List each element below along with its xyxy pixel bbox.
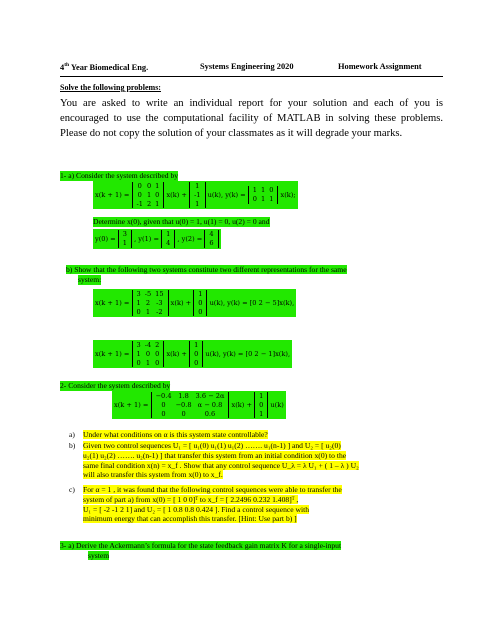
y1-vector [161, 230, 175, 248]
p2-part-b: b) Given two control sequences U₁ = [ u₁(0) u₁(1) u₁(2) ……. u₁(n-1) ] and U₂ = [ u₂(0) u₂(1) u₂(2) ……. u₂(n-1) ] that transfer this system from an initial condition x(0) to the same final condition x(n) = x_f . Show that any control sequence U_λ = λ U₁ + ( 1 – λ ) U₂ will also transfer this system from x(0) to x_f. [69, 441, 359, 480]
matrix-cell: 3 [136, 290, 141, 298]
p1a-matrix-A [132, 182, 165, 208]
matrix-cell: -4 [144, 341, 152, 349]
header-assignment: Homework Assignment [338, 62, 422, 71]
matrix-cell: 1 [269, 195, 274, 204]
matrix-cell: -1 [136, 199, 143, 208]
p2-equation: x(k + 1) = −0.4 1.8 3.6 − 2α 0 −0.8 α − 0.8 0 0 0.6 x(k) + 1 0 1 u(k) [114, 392, 284, 418]
matrix-cell: −0.8 [175, 400, 192, 409]
matrix-cell: 1 [122, 238, 127, 247]
s2-matrix-A [132, 341, 165, 367]
matrix-cell: 1 [195, 182, 200, 190]
matrix-cell: 3.6 − 2α [195, 392, 225, 400]
matrix-cell: 0 [155, 190, 160, 199]
matrix-cell: 0 [181, 409, 186, 418]
y2-vector [204, 230, 218, 248]
matrix-cell: -2 [156, 307, 163, 316]
matrix-cell: 0.6 [204, 409, 216, 418]
p1a-equation: x(k + 1) = 0 0 1 0 1 0 -1 2 1 x(k) + 1 -1 1 u(k), y(k) = 1 1 0 0 1 1 x(k); [95, 182, 296, 208]
matrix-cell: 0 [136, 358, 141, 367]
matrix-cell: 0 [146, 182, 152, 190]
matrix-cell: 1 [155, 199, 160, 208]
matrix-cell: 0 [194, 349, 199, 358]
matrix-cell: -5 [144, 290, 152, 298]
matrix-cell: 0 [259, 400, 264, 409]
matrix-cell: 0 [155, 358, 160, 367]
matrix-cell: α − 0.8 [197, 400, 223, 409]
matrix-cell: 6 [209, 238, 214, 247]
matrix-cell: 1 [155, 182, 160, 190]
p1a-matrix-B [189, 182, 205, 208]
p2-part-c: c) For α = 1 , it was found that the following control sequences were able to transfer the system of part a) from x(0) = [ 1 0 0]ᵀ to x_f = [ 2.2496 0.232 1.408]ᵀ , U₁ = [ -2 -1 2 1] and U₂ = [ 1 0.8 0.8 0.424 ]. Find a control sequence with minimum energy that can accomplish this transfer. [Hint: Use part b) ] [69, 485, 342, 524]
matrix-cell: 0 [136, 307, 141, 316]
matrix-cell: 1 [261, 186, 266, 195]
matrix-cell: 0 [252, 195, 257, 204]
matrix-cell: 1 [195, 199, 200, 208]
matrix-cell: 4 [209, 230, 214, 238]
matrix-cell: 2 [145, 298, 151, 307]
matrix-cell: 1 [259, 409, 264, 418]
p1b-system1: x(k + 1) = 3 -5 15 1 2 -3 0 1 -2 x(k) + 1 0 0 u(k), y(k) = [0 2 − 5]x(k), [95, 290, 295, 316]
matrix-cell: 1 [166, 230, 171, 238]
matrix-cell: 1 [136, 349, 141, 358]
p1b-label: b) Show that the following two systems constitute two different representations for the same [66, 265, 347, 274]
matrix-cell: 1 [252, 186, 257, 195]
intro-paragraph: You are asked to write an individual report for your solution and each of you is encouraged to use the computational facility of MATLAB in solving these problems. Please do not copy the solution of your classmates as it will degrade your marks. [60, 98, 443, 140]
matrix-cell: 0 [269, 186, 274, 195]
matrix-cell: 0 [161, 409, 166, 418]
matrix-cell: 1 [146, 190, 152, 199]
matrix-cell: 3 [122, 230, 127, 238]
matrix-cell: 0 [145, 349, 151, 358]
p1a-outputs: y(0) = 3 1 , y(1) = 1 4 , y(2) = 4 6 [93, 229, 221, 249]
matrix-cell: 0 [198, 298, 203, 307]
matrix-cell: 1.8 [178, 392, 189, 400]
s1-matrix-A [132, 290, 169, 316]
p2-label: 2- Consider the system described by [60, 381, 171, 390]
matrix-cell: 0 [161, 400, 166, 409]
matrix-cell: 0 [198, 307, 203, 316]
matrix-cell: 4 [166, 238, 171, 247]
p1a-determine: Determine x(0), given that u(0) = 1, u(1) = 0, u(2) = 0 and [93, 217, 270, 226]
p1a-matrix-C [248, 186, 279, 204]
matrix-cell: 1 [198, 290, 203, 298]
p1b-system2: x(k + 1) = 3 -4 2 1 0 0 0 1 0 x(k) + 1 0 0 u(k), y(k) = [0 2 − 1]x(k), [95, 341, 291, 367]
s2-matrix-B [189, 341, 203, 367]
y0-vector [118, 230, 132, 248]
p1b-label2: system: [78, 275, 102, 284]
matrix-cell: -1 [194, 190, 201, 199]
matrix-cell: 0 [155, 349, 160, 358]
s1-matrix-B [193, 290, 207, 316]
header-year: 4th Year Biomedical Eng. [60, 62, 149, 72]
matrix-cell: 1 [259, 392, 264, 400]
matrix-cell: 0 [194, 358, 199, 367]
header-rule [60, 76, 443, 77]
header-subject: Systems Engineering 2020 [200, 62, 294, 71]
matrix-cell: −0.4 [155, 392, 172, 400]
p2-matrix-B [254, 392, 268, 418]
matrix-cell: 1 [194, 341, 199, 349]
matrix-cell: 2 [155, 341, 160, 349]
matrix-cell: 1 [261, 195, 266, 204]
matrix-cell: 15 [155, 290, 164, 298]
matrix-cell: 1 [145, 307, 151, 316]
matrix-cell: 1 [136, 298, 141, 307]
matrix-cell: -3 [156, 298, 163, 307]
p3-label: 3- a) Derive the Ackermann’s formula for the state feedback gain matrix K for a single-input system [60, 541, 342, 560]
matrix-cell: 0 [137, 190, 142, 199]
matrix-cell: 2 [146, 199, 152, 208]
p2-matrix-A [151, 392, 230, 418]
matrix-cell: 0 [137, 182, 142, 190]
p2-part-a: a) Under what conditions on α is this system state controllable? [69, 430, 268, 439]
solve-title: Solve the following problems: [60, 83, 161, 92]
matrix-cell: 3 [136, 341, 141, 349]
matrix-cell: 1 [145, 358, 151, 367]
p1a-label: 1- a) Consider the system described by [60, 171, 179, 180]
